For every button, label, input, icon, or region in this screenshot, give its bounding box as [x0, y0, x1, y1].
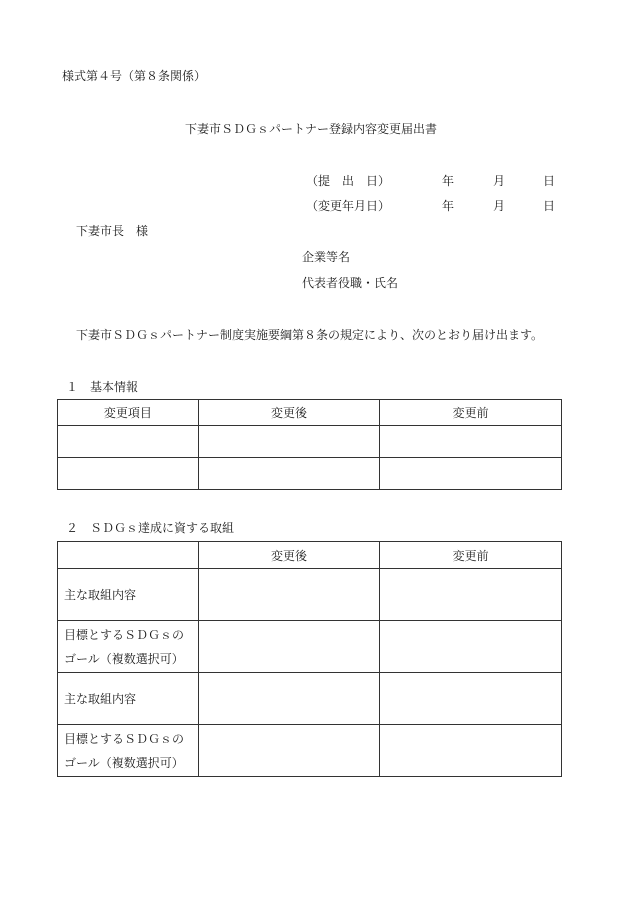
table-cell[interactable] — [380, 569, 562, 621]
table-row — [58, 725, 562, 777]
column-header — [58, 542, 199, 569]
row-label-line: 主な取組内容 — [64, 691, 137, 706]
sdgs-initiatives-table — [57, 541, 562, 777]
change-date-label: （変更年月日） — [306, 199, 391, 213]
column-header: 変更前 — [380, 542, 562, 569]
table-cell[interactable] — [58, 426, 199, 458]
document-title: 下妻市ＳＤＧｓパートナー登録内容変更届出書 — [185, 122, 438, 136]
table-cell[interactable] — [380, 458, 562, 490]
submit-date-month: 月 — [493, 174, 506, 188]
change-date-day: 日 — [543, 199, 556, 213]
company-name-label: 企業等名 — [302, 250, 351, 264]
representative-label: 代表者役職・氏名 — [302, 276, 399, 290]
table-cell[interactable] — [58, 458, 199, 490]
table-header-row — [58, 542, 562, 569]
row-label-line: 目標とするＳＤＧｓの — [64, 627, 185, 642]
row-label-line: 目標とするＳＤＧｓの — [64, 731, 185, 746]
table-cell[interactable] — [380, 673, 562, 725]
row-label — [58, 621, 199, 673]
row-label-line: 主な取組内容 — [64, 587, 137, 602]
body-text: 下妻市ＳＤＧｓパートナー制度実施要綱第８条の規定により、次のとおり届け出ます。 — [76, 328, 544, 342]
column-header: 変更前 — [380, 400, 562, 426]
addressee: 下妻市長 様 — [76, 224, 149, 238]
section2-heading: ２ ＳＤＧｓ達成に資する取組 — [66, 521, 235, 535]
table-cell[interactable] — [380, 426, 562, 458]
column-header: 変更後 — [198, 400, 380, 426]
table-cell[interactable] — [380, 621, 562, 673]
table-row — [58, 569, 562, 621]
table-cell[interactable] — [198, 621, 380, 673]
form-number: 様式第４号（第８条関係） — [62, 69, 207, 83]
section1-heading: １ 基本情報 — [66, 380, 139, 394]
basic-info-table — [57, 399, 562, 490]
table-cell[interactable] — [198, 458, 380, 490]
submit-date-label: （提 出 日） — [306, 174, 391, 188]
table-cell[interactable] — [198, 569, 380, 621]
table-cell[interactable] — [380, 725, 562, 777]
change-date-month: 月 — [493, 199, 506, 213]
table-header-row — [58, 400, 562, 426]
table-row — [58, 426, 562, 458]
submit-date-day: 日 — [543, 174, 556, 188]
row-label — [58, 569, 199, 621]
row-label — [58, 673, 199, 725]
column-header: 変更項目 — [58, 400, 199, 426]
table-row — [58, 458, 562, 490]
row-label-line: ゴール（複数選択可） — [64, 651, 184, 666]
change-date-year: 年 — [442, 199, 455, 213]
table-cell[interactable] — [198, 426, 380, 458]
submit-date-year: 年 — [442, 174, 455, 188]
row-label-line: ゴール（複数選択可） — [64, 755, 184, 770]
table-row — [58, 673, 562, 725]
table-row — [58, 621, 562, 673]
column-header: 変更後 — [198, 542, 380, 569]
table-cell[interactable] — [198, 673, 380, 725]
row-label — [58, 725, 199, 777]
table-cell[interactable] — [198, 725, 380, 777]
